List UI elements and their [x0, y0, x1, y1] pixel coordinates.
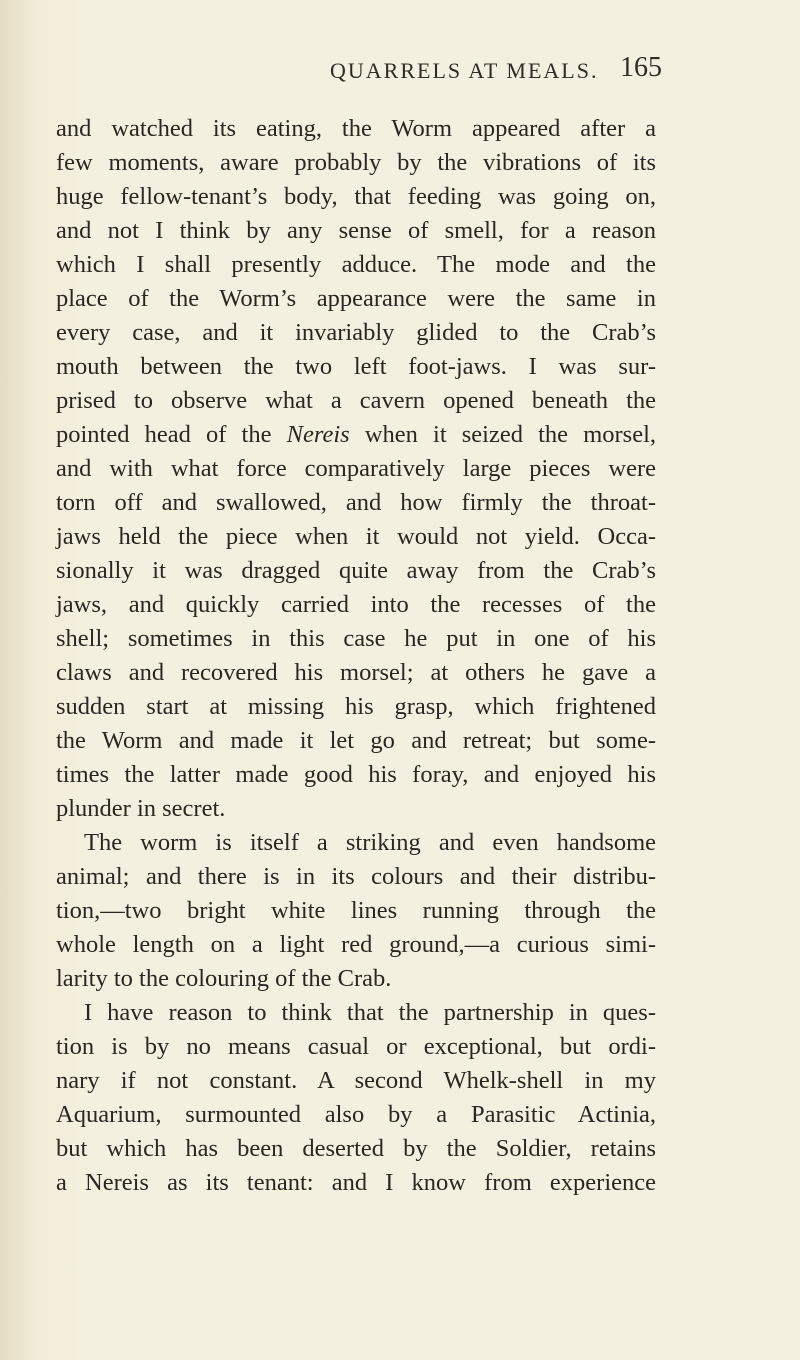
text-line: shell; sometimes in this case he put in one of his — [56, 625, 656, 652]
text-line: and watched its eating, the Worm appeared after a — [56, 115, 656, 142]
text-line: sudden start at missing his grasp, which frightened — [56, 693, 656, 720]
text-line: place of the Worm’s appearance were the same in — [56, 285, 656, 312]
text-line: mouth between the two left foot-jaws. I was sur- — [56, 353, 656, 380]
text-line: The worm is itself a striking and even handsome — [84, 829, 656, 856]
page-header — [0, 52, 800, 94]
text-line: prised to observe what a cavern opened beneath the — [56, 387, 656, 414]
text-line: every case, and it invariably glided to the Crab’s — [56, 319, 656, 346]
text-line: plunder in secret. — [56, 795, 226, 822]
text-line: and not I think by any sense of smell, for a reason — [56, 217, 656, 244]
text-line: huge fellow-tenant’s body, that feeding was going on, — [56, 183, 656, 210]
text-line: jaws, and quickly carried into the recesses of the — [56, 591, 656, 618]
page-number: 165 — [620, 52, 662, 83]
text-line: which I shall presently adduce. The mode and the — [56, 251, 656, 278]
text-fragment: when it seized the morsel, — [349, 421, 656, 448]
text-line: larity to the colouring of the Crab. — [56, 965, 392, 992]
text-line: times the latter made good his foray, and enjoyed his — [56, 761, 656, 788]
text-line: the Worm and made it let go and retreat; but some- — [56, 727, 656, 754]
text-line: torn off and swallowed, and how firmly the throat- — [56, 489, 656, 516]
text-line: whole length on a light red ground,—a curious simi- — [56, 931, 656, 958]
text-line: Aquarium, surmounted also by a Parasitic Actinia, — [56, 1101, 656, 1128]
text-line: nary if not constant. A second Whelk-shell in my — [56, 1067, 656, 1094]
text-line: I have reason to think that the partnership in ques- — [84, 999, 656, 1026]
text-line: sionally it was dragged quite away from the Crab’s — [56, 557, 656, 584]
text-line: claws and recovered his morsel; at others he gave a — [56, 659, 656, 686]
text-line: animal; and there is in its colours and their distribu- — [56, 863, 656, 890]
text-line: tion is by no means casual or exceptional, but ordi- — [56, 1033, 656, 1060]
text-fragment: pointed head of the — [56, 421, 287, 448]
text-line: a Nereis as its tenant: and I know from experience — [56, 1169, 656, 1196]
text-line: tion,—two bright white lines running through the — [56, 897, 656, 924]
italic-term-nereis: Nereis — [286, 421, 350, 448]
text-line — [56, 418, 656, 452]
text-line: but which has been deserted by the Soldier, retains — [56, 1135, 656, 1162]
running-head: QUARRELS AT MEALS. — [330, 58, 599, 83]
text-line: and with what force comparatively large pieces were — [56, 455, 656, 482]
text-line: few moments, aware probably by the vibrations of its — [56, 149, 656, 176]
text-line: jaws held the piece when it would not yield. Occa- — [56, 523, 656, 550]
